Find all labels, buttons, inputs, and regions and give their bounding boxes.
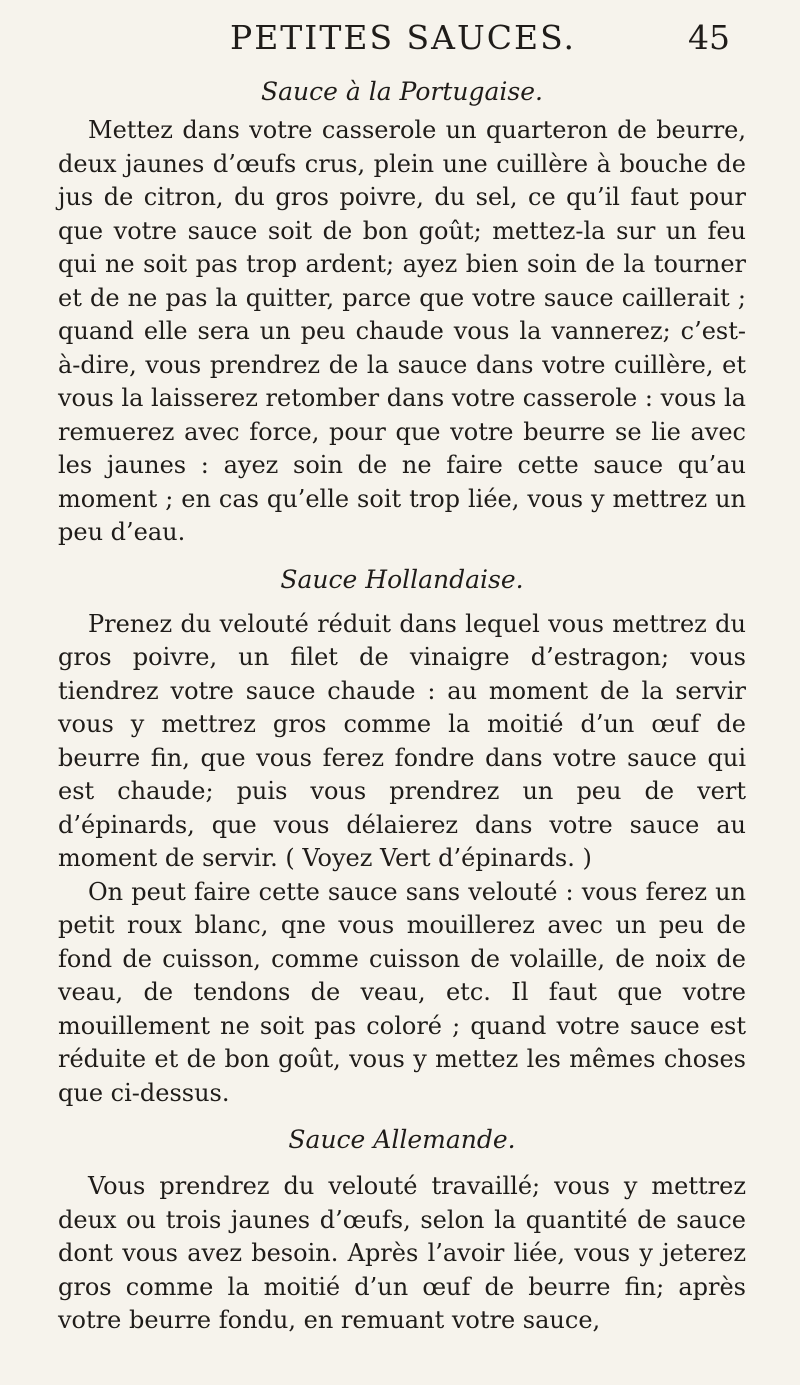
running-title: PETITES SAUCES.: [230, 18, 577, 57]
paragraph-portugaise: Mettez dans votre casserole un quarteron de beurre, deux jaunes d’œufs crus, plein une cuillère à bouche de jus de citron, du gros poivre, du sel, ce qu’il faut pour que votre sauce soit de bon goût; mettez-la sur un feu qui ne soit pas trop ardent; ayez bien soin de la tourner et de ne pas la quitter, parce que votre sauce caillerait ; quand elle sera un peu chaude vous la vannerez; c’est-à-dire, vous prendrez de la sauce dans votre cuillère, et vous la laisserez retomber dans votre casserole : vous la remuerez avec force, pour que votre beurre se lie avec les jaunes : ayez soin de ne faire cette sauce qu’au moment ; en cas qu’elle soit trop liée, vous y mettrez un peu d’eau.: [58, 116, 746, 546]
paragraph-allemande: Vous prendrez du velouté travaillé; vous y mettrez deux ou trois jaunes d’œufs, selon la quantité de sauce dont vous avez besoin. Après l’avoir liée, vous y jeterez gros comme la moitié d’un œuf de beurre fin; après votre beurre fondu, en remuant votre sauce,: [58, 1172, 746, 1334]
running-head: [230, 18, 730, 68]
page-number: 45: [688, 18, 730, 57]
section-spacer: [58, 1110, 746, 1122]
section-title-hollandaise: Sauce Hollandaise.: [280, 564, 524, 594]
paragraph-hollandaise-2: On peut faire cette sauce sans velouté : vous ferez un petit roux blanc, qne vous mouillerez avec un peu de fond de cuisson, comme cuisson de volaille, de noix de veau, de tendons de veau, etc. Il faut que votre mouillement ne soit pas coloré ; quand votre sauce est réduite et de bon goût, vous y mettez les mêmes choses que ci-dessus.: [58, 877, 746, 1107]
section-title-allemande: Sauce Allemande.: [288, 1125, 516, 1154]
paragraph-hollandaise-1: Prenez du velouté réduit dans lequel vous mettrez du gros poivre, un filet de vinaigre d’estragon; vous tiendrez votre sauce chaude : au moment de la servir vous y mettrez gros comme la moitié d’un œuf de beurre fin, que vous ferez fondre dans votre sauce qui est chaude; puis vous prendrez un peu de vert d’épinards, que vous délaierez dans votre sauce au moment de servir. ( Voyez Vert d’épinards. ): [58, 609, 746, 872]
page-body: [58, 74, 746, 1338]
section-title-portugaise: Sauce à la Portugaise.: [260, 77, 543, 106]
section-spacer: [58, 550, 746, 562]
